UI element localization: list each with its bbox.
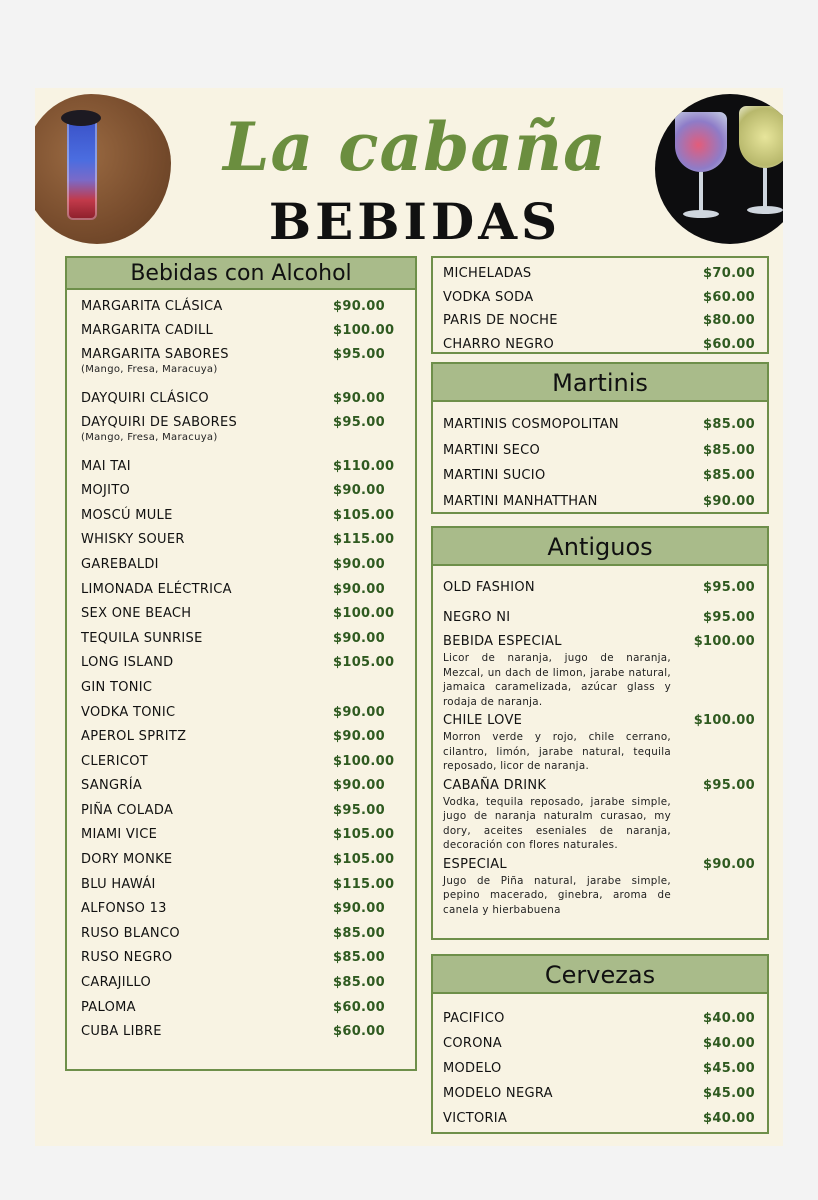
item-name-block (443, 494, 598, 509)
menu-item (81, 601, 395, 626)
menu-page (35, 88, 783, 1146)
item-price: $90.00 (333, 901, 385, 917)
item-price: $115.00 (333, 532, 395, 548)
item-name: MAI TAI (81, 458, 131, 474)
item-name: DAYQUIRI DE SABORES (81, 414, 238, 430)
section-title: Cervezas (433, 956, 767, 994)
menu-row (443, 333, 755, 357)
item-price: $90.00 (703, 493, 755, 509)
item-price: $40.00 (703, 1036, 755, 1051)
item-price: $60.00 (703, 289, 755, 305)
menu-item (443, 1031, 755, 1056)
menu-item (443, 857, 755, 918)
menu-row (81, 921, 395, 946)
menu-row (443, 286, 755, 310)
item-price: $115.00 (333, 876, 395, 892)
page-title: BEBIDAS (268, 192, 562, 251)
menu-item (81, 946, 395, 971)
item-name-block (81, 655, 174, 670)
menu-item (443, 463, 755, 489)
item-name-block (443, 713, 671, 774)
item-name-block (81, 705, 175, 720)
item-name: LIMONADA ELÉCTRICA (81, 581, 232, 597)
item-price: $100.00 (693, 713, 755, 728)
item-name: TEQUILA SUNRISE (81, 630, 203, 646)
item-list (433, 402, 767, 514)
item-name: MOSCÚ MULE (81, 507, 173, 523)
section-antiguos (431, 526, 769, 940)
item-price: $85.00 (703, 417, 755, 433)
menu-row (443, 463, 755, 489)
item-name-block (81, 877, 156, 892)
brand-logo-text: La cabaña (223, 108, 607, 186)
item-name: CHILE LOVE (443, 713, 523, 728)
menu-item (81, 577, 395, 602)
item-name-block (81, 852, 172, 867)
item-name: BLU HAWÁI (81, 876, 156, 892)
item-note: (Mango, Fresa, Maracuya) (81, 431, 218, 443)
menu-row (81, 411, 395, 454)
menu-item (81, 503, 395, 528)
menu-row (443, 1031, 755, 1056)
menu-item (81, 651, 395, 676)
menu-row (443, 1056, 755, 1081)
item-price: $100.00 (333, 323, 395, 339)
item-name: MARGARITA SABORES (81, 347, 229, 363)
item-price: $85.00 (703, 442, 755, 458)
item-name-block (443, 417, 619, 432)
item-name-block (443, 1036, 502, 1051)
item-name-block (443, 337, 554, 352)
item-price: $105.00 (333, 852, 395, 868)
menu-row (81, 601, 395, 626)
menu-item (81, 411, 395, 454)
item-name: MOJITO (81, 483, 131, 499)
item-price: $90.00 (333, 483, 385, 499)
item-price: $95.00 (333, 414, 385, 430)
menu-item (81, 675, 395, 700)
menu-item (443, 489, 755, 515)
item-name-block (443, 313, 558, 328)
item-name-block (81, 299, 223, 314)
item-price: $85.00 (703, 468, 755, 484)
item-name-block (81, 803, 173, 818)
menu-item (443, 1056, 755, 1081)
item-name: LONG ISLAND (81, 655, 174, 671)
menu-row (81, 294, 395, 319)
menu-item (443, 286, 755, 310)
item-name-block (81, 582, 232, 597)
item-description: Vodka, tequila reposado, jarabe simple, jugo de naranja naturalm curasao, my dory, aceites eseniales de naranja, decoración con flores naturales. (443, 795, 671, 851)
menu-row (81, 700, 395, 725)
item-name-block (81, 827, 157, 842)
menu-item (81, 454, 395, 479)
menu-row (81, 995, 395, 1020)
item-price: $90.00 (333, 729, 385, 745)
item-price: $100.00 (693, 634, 755, 649)
item-name-block (81, 606, 191, 621)
menu-item (443, 412, 755, 438)
menu-row (81, 528, 395, 553)
item-price: $85.00 (333, 950, 385, 966)
menu-row (81, 675, 395, 700)
menu-row (81, 454, 395, 479)
menu-item (81, 872, 395, 897)
menu-item (81, 995, 395, 1020)
glass-pink-image (675, 112, 727, 172)
item-price: $95.00 (703, 579, 755, 595)
item-name-block (81, 631, 203, 646)
item-price: $95.00 (333, 347, 385, 363)
item-name-block (81, 532, 185, 547)
item-price: $70.00 (703, 266, 755, 282)
menu-item (81, 774, 395, 799)
item-name-block (81, 508, 173, 523)
menu-item (443, 634, 755, 709)
item-name: ALFONSO 13 (81, 901, 167, 917)
item-name-block (81, 557, 159, 572)
item-price: $105.00 (333, 827, 395, 843)
menu-row (443, 438, 755, 464)
menu-item (81, 749, 395, 774)
item-name: VODKA TONIC (81, 704, 176, 720)
glass-base (683, 210, 719, 218)
item-price: $90.00 (333, 778, 385, 794)
item-name-block (81, 901, 167, 916)
menu-row (443, 778, 755, 853)
item-name-block (443, 290, 533, 305)
menu-item (81, 294, 395, 319)
menu-row (81, 503, 395, 528)
item-name: MIAMI VICE (81, 827, 158, 843)
menu-item (443, 1081, 755, 1106)
menu-item (81, 552, 395, 577)
item-list (433, 258, 767, 356)
item-name: MODELO (443, 1061, 502, 1076)
item-name: PALOMA (81, 999, 136, 1015)
menu-row (443, 713, 755, 774)
menu-item (81, 798, 395, 823)
item-name: VICTORIA (443, 1111, 508, 1126)
item-name: MARGARITA CLÁSICA (81, 298, 223, 314)
item-price: $40.00 (703, 1011, 755, 1026)
item-name: OLD FASHION (443, 579, 535, 595)
item-name: CARAJILLO (81, 975, 151, 991)
menu-row (443, 309, 755, 333)
item-name-block (443, 443, 540, 458)
section-title: Antiguos (433, 528, 767, 566)
menu-item (81, 700, 395, 725)
menu-row (443, 262, 755, 286)
menu-row (81, 872, 395, 897)
menu-item (443, 262, 755, 286)
item-name: DORY MONKE (81, 852, 173, 868)
menu-row (81, 774, 395, 799)
item-name-block (81, 415, 237, 443)
item-name-block (81, 975, 151, 990)
menu-item (443, 574, 755, 600)
menu-row (81, 552, 395, 577)
menu-item (443, 333, 755, 357)
item-price: $100.00 (333, 606, 395, 622)
menu-row (81, 847, 395, 872)
item-name: PIÑA COLADA (81, 802, 174, 818)
menu-row (81, 386, 395, 411)
menu-row (443, 857, 755, 918)
menu-item (443, 1006, 755, 1031)
item-name-block (443, 778, 671, 853)
item-price: $60.00 (703, 336, 755, 352)
item-name: DAYQUIRI CLÁSICO (81, 390, 209, 406)
item-name-block (443, 1061, 502, 1076)
item-list (433, 566, 767, 917)
section-title: Martinis (433, 364, 767, 402)
item-price: $100.00 (333, 753, 395, 769)
item-name: RUSO BLANCO (81, 925, 180, 941)
item-list (433, 994, 767, 1131)
item-description: Morron verde y rojo, chile cerrano, cilantro, limón, jarabe natural, tequila reposado, licor de naranja. (443, 731, 671, 772)
menu-item (443, 713, 755, 774)
item-name: MARTINI MANHATTHAN (443, 493, 598, 509)
item-price: $90.00 (333, 581, 385, 597)
menu-item (81, 847, 395, 872)
item-name: CLERICOT (81, 753, 149, 769)
item-name: VODKA SODA (443, 289, 534, 305)
item-name: CABAÑA DRINK (443, 777, 547, 793)
item-price: $60.00 (333, 1024, 385, 1040)
item-name-block (81, 347, 229, 375)
item-note: (Mango, Fresa, Maracuya) (81, 364, 218, 376)
item-name: PACIFICO (443, 1011, 505, 1026)
item-name-block (81, 754, 148, 769)
menu-row (443, 489, 755, 515)
menu-item (81, 823, 395, 848)
item-name-block (443, 468, 545, 483)
item-name-block (81, 926, 180, 941)
menu-row (81, 724, 395, 749)
menu-item (443, 309, 755, 333)
glass-stem (699, 172, 703, 212)
item-name: APEROL SPRITZ (81, 729, 187, 745)
menu-row (81, 946, 395, 971)
item-name: MARTINI SUCIO (443, 468, 546, 484)
menu-row (443, 604, 755, 630)
item-price: $95.00 (703, 609, 755, 625)
item-name: ESPECIAL (443, 856, 507, 872)
item-price: $90.00 (333, 704, 385, 720)
item-name: PARIS DE NOCHE (443, 313, 558, 329)
item-name-block (81, 391, 209, 406)
menu-item (81, 921, 395, 946)
menu-row (81, 319, 395, 344)
menu-item (443, 778, 755, 853)
menu-item (81, 970, 395, 995)
item-price: $95.00 (333, 802, 385, 818)
item-price: $60.00 (333, 999, 385, 1015)
item-price: $90.00 (333, 556, 385, 572)
item-name: CHARRO NEGRO (443, 336, 555, 352)
menu-row (443, 412, 755, 438)
menu-row (443, 1081, 755, 1106)
item-price: $80.00 (703, 313, 755, 329)
item-price: $105.00 (333, 507, 395, 523)
menu-item (81, 386, 395, 411)
item-name: CORONA (443, 1036, 502, 1051)
menu-row (81, 896, 395, 921)
item-name-block (81, 778, 142, 793)
item-name-block (443, 580, 535, 595)
menu-row (81, 749, 395, 774)
item-name-block (81, 483, 130, 498)
item-name-block (81, 729, 186, 744)
item-name-block (443, 1086, 553, 1101)
item-price: $95.00 (703, 777, 755, 793)
menu-row (81, 577, 395, 602)
item-name: MICHELADAS (443, 266, 532, 282)
item-name: SANGRÍA (81, 778, 143, 794)
item-price: $45.00 (703, 1086, 755, 1101)
section-cervezas (431, 954, 769, 1134)
item-price: $40.00 (703, 1111, 755, 1126)
item-name: MARGARITA CADILL (81, 323, 214, 339)
item-name-block (81, 680, 152, 695)
item-name-block (81, 1024, 162, 1039)
item-name-block (443, 1011, 505, 1026)
item-name: WHISKY SOUER (81, 532, 185, 548)
item-name-block (81, 323, 213, 338)
item-name-block (443, 266, 531, 281)
item-price: $90.00 (333, 630, 385, 646)
item-name: GAREBALDI (81, 556, 159, 572)
item-price: $90.00 (703, 856, 755, 872)
item-name: NEGRO NI (443, 609, 511, 625)
menu-item (81, 343, 395, 386)
menu-item (81, 1019, 395, 1044)
menu-item (81, 528, 395, 553)
item-description: Jugo de Piña natural, jarabe simple, pepino macerado, ginebra, aroma de canela y hierbabuena (443, 874, 671, 916)
item-name-block (443, 857, 671, 918)
menu-row (81, 343, 395, 386)
glass-stem (763, 168, 767, 208)
item-name: RUSO NEGRO (81, 950, 173, 966)
item-name-block (443, 1111, 507, 1126)
cocktail-photo (35, 94, 171, 244)
item-list (67, 290, 415, 1044)
item-price: $45.00 (703, 1061, 755, 1076)
section-alcohol (65, 256, 417, 1071)
menu-row (443, 634, 755, 709)
glass-yellow-image (739, 106, 783, 168)
section-misc (431, 256, 769, 354)
menu-row (81, 798, 395, 823)
item-name: MODELO NEGRA (443, 1086, 553, 1101)
menu-row (81, 626, 395, 651)
menu-row (443, 1106, 755, 1131)
glass-base (747, 206, 783, 214)
item-price: $105.00 (333, 655, 395, 671)
item-price: $85.00 (333, 925, 385, 941)
item-name: SEX ONE BEACH (81, 606, 192, 622)
item-name-block (81, 459, 131, 474)
menu-item (443, 438, 755, 464)
item-name: CUBA LIBRE (81, 1024, 162, 1040)
item-name-block (81, 1000, 136, 1015)
item-description: Licor de naranja, jugo de naranja, Mezcal, un dach de limon, jarabe natural, jamaica caramelizada, azúcar glass y rodaja de naranja. (443, 652, 671, 708)
item-price: $90.00 (333, 390, 385, 406)
berries-garnish-image (61, 110, 101, 126)
wine-glasses-photo (655, 94, 783, 244)
menu-item (443, 1106, 755, 1131)
section-martinis (431, 362, 769, 514)
item-price: $90.00 (333, 298, 385, 314)
menu-row (81, 1019, 395, 1044)
menu-row (81, 478, 395, 503)
item-name: MARTINI SECO (443, 442, 541, 458)
menu-row (443, 1006, 755, 1031)
item-name: MARTINIS COSMOPOLITAN (443, 417, 619, 433)
item-name-block (443, 634, 671, 709)
item-name-block (81, 950, 172, 965)
menu-item (81, 724, 395, 749)
item-price: $110.00 (333, 458, 395, 474)
menu-item (443, 604, 755, 630)
menu-item (81, 478, 395, 503)
item-name-block (443, 610, 510, 625)
cocktail-glass-image (67, 120, 97, 220)
menu-item (81, 626, 395, 651)
menu-row (81, 970, 395, 995)
section-title: Bebidas con Alcohol (67, 258, 415, 290)
item-price: $85.00 (333, 975, 385, 991)
item-name: GIN TONIC (81, 679, 153, 695)
menu-row (81, 823, 395, 848)
item-name: BEBIDA ESPECIAL (443, 634, 562, 649)
menu-item (81, 896, 395, 921)
menu-row (81, 651, 395, 676)
menu-item (81, 319, 395, 344)
menu-row (443, 574, 755, 600)
